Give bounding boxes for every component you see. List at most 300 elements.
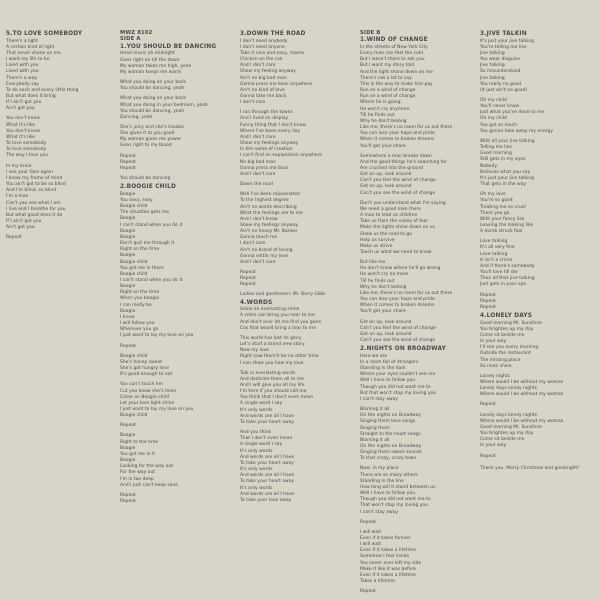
lyric-line: Where your eyes couldn't see me	[360, 372, 436, 378]
lyric-line: Boogie	[120, 253, 136, 259]
lyric-line: Help us survive	[360, 237, 395, 243]
lyric-line: Repeat	[240, 282, 256, 288]
lyric-line: And the good things he's searching for	[360, 159, 447, 165]
lyric-line: Repeat	[240, 276, 256, 282]
lyric-line: Ain't no brand of loving	[240, 247, 293, 253]
lyric-line: Repeat	[6, 235, 22, 241]
lyric-line: A certain kind of light	[6, 44, 55, 50]
lyrics-column-4	[360, 30, 472, 596]
lyric-line: Boogie child	[120, 259, 148, 265]
lyric-line: I want my life to be	[6, 57, 50, 63]
lyric-line: Straight to the heart songs	[360, 431, 421, 437]
lyric-line: Repeat	[480, 402, 496, 408]
lyric-line: No big bad man	[240, 159, 276, 165]
lyric-line: Repeat	[120, 423, 136, 429]
lyric-line: That gets in the way	[480, 182, 527, 188]
lyric-line: We need a good man there	[360, 206, 421, 212]
lyric-line: You think that I don't even mean	[240, 395, 314, 401]
lyric-line: I will wait	[360, 529, 382, 535]
lyric-line: You brighten up my day	[480, 326, 534, 332]
lyric-line: Cos that would bring a tear to me	[240, 325, 316, 331]
lyric-line: He won't cry no more	[360, 272, 409, 278]
lyric-line: Right now there'll be no other time	[240, 354, 319, 360]
lyric-line: But what good does it do	[6, 212, 63, 218]
lyric-line: Show us the road to go	[360, 231, 412, 237]
lyric-line: Why he don't belong	[360, 118, 407, 124]
lyric-line: So misunderstood	[480, 69, 521, 75]
lyric-line: Like me, there's no room for us out there	[360, 125, 453, 131]
lyric-line: When it comes to broken dreams	[360, 303, 435, 309]
lyric-line: Good morning Mr. Sunshine	[480, 320, 542, 326]
lyric-line: I can't stand when you do it	[120, 222, 183, 228]
lyric-line: Boogie	[120, 191, 136, 197]
lyric-line: I can really be	[120, 302, 152, 308]
lyric-line: That never shone on me	[6, 50, 61, 56]
lyric-line: When it comes to broken dreams	[360, 137, 435, 143]
song-block	[360, 37, 472, 344]
lyric-line: I just want to lay my love on you	[120, 333, 194, 339]
lyric-line: You should be dancing, yeah	[120, 108, 185, 114]
lyric-line: And I don't care	[240, 259, 276, 265]
lyric-line: Where I've been every day	[240, 128, 301, 134]
lyric-line: That I don't even mean	[240, 436, 293, 442]
lyric-line: Can't you feel the wind of change	[360, 178, 436, 184]
lyric-line: Repeat	[120, 499, 136, 504]
closing-note: Thank you. Merry Christmas and goodnight!	[480, 465, 579, 471]
lyric-line: Make us strive	[360, 243, 393, 249]
lyric-line: Gonna take me back	[240, 94, 287, 99]
lyric-line: I will wait	[360, 542, 382, 548]
lyric-line: Even if it takes forever	[360, 536, 411, 541]
lyric-line: To love somebody	[6, 147, 47, 153]
lyric-line: You got me in it	[120, 451, 156, 457]
lyric-line: But that won't stop my loving you	[360, 390, 437, 396]
song-title: 5.TO LOVE SOMEBODY	[6, 31, 83, 37]
lyric-line: Talk in everlasting words	[240, 370, 296, 376]
lyric-line: Goes right on till the dawn	[120, 57, 180, 63]
lyric-line: I'll see you every morning	[480, 345, 539, 351]
lyric-line: You'll get your share	[360, 309, 406, 315]
song-title: 1.WIND OF CHANGE	[360, 37, 428, 44]
song-block	[240, 31, 352, 298]
lyric-line: Boogie	[120, 308, 136, 314]
lyric-line: To take your heart away	[240, 479, 294, 485]
lyric-line: In a room full of strangers	[360, 359, 419, 365]
lyric-line: What it's like	[6, 134, 35, 140]
lyric-line: You'll never know	[480, 104, 520, 110]
lyric-line: Don't you understand what I'm saying	[360, 200, 446, 206]
lyric-line: Well I have to follow you	[360, 491, 415, 497]
lyric-line: Boogie	[120, 458, 136, 464]
lyric-line: In your way	[480, 339, 507, 345]
lyric-line: It's good enough to eat	[120, 372, 173, 378]
lyric-line: Like me, there's no room for us out there	[360, 290, 453, 296]
lyric-line: It's only words	[240, 467, 273, 473]
lyric-line: Somehow I feel inside	[360, 554, 410, 560]
lyric-line: Repeat	[120, 159, 136, 165]
lyric-line: Can't you feel the wind of change	[360, 325, 436, 331]
lyric-line: To do each and every little thing	[6, 87, 79, 93]
lyric-line: What you doing on your back	[120, 80, 186, 86]
lyric-line: A man to lead us children	[360, 213, 418, 219]
lyric-line: I'm in too deep	[120, 476, 154, 482]
announcer-credit: Ladies and gentlemen: Mr. Barry Gibb	[240, 291, 325, 297]
lyric-line: Now my love	[240, 348, 269, 354]
lyric-line: There's a light	[6, 38, 39, 44]
lyric-line: Outside the restaurant	[480, 351, 531, 357]
lyric-line: Let your love light shine	[120, 400, 175, 406]
lyric-line: I just want to lay my love on you	[120, 406, 194, 412]
lyric-line: Repeat	[240, 270, 256, 276]
lyric-line: You'll love till die	[480, 270, 518, 276]
lyric-line: I don't care	[240, 100, 266, 106]
lyric-line: On the nights on Broadway	[360, 443, 422, 449]
lyric-line: There are so many others	[360, 472, 418, 478]
lyric-line: Blaming it all	[360, 407, 390, 413]
lyric-line: He won't cry anymore	[360, 106, 410, 112]
lyric-line: You sexy, sexy	[120, 197, 153, 203]
lyric-line: And don't ever let me find you gone	[240, 319, 322, 325]
lyric-line: In my brain	[6, 163, 32, 169]
lyric-line: And the light shone down on me	[360, 69, 433, 75]
lyric-line: Can't you see the wind of change	[360, 338, 436, 344]
lyric-line: It's just your jive talking	[480, 38, 535, 44]
lyric-line: Though you did not want me to	[360, 497, 431, 503]
lyric-line: Here we are	[360, 353, 388, 359]
song-block	[120, 44, 232, 182]
lyric-line: Boogie child	[120, 204, 148, 210]
lyric-line: Make it like it was before	[360, 566, 416, 572]
lyric-line: Down the road	[240, 182, 273, 188]
lyric-line: Jive talking	[480, 50, 505, 56]
lyric-line: It's all very fine	[480, 245, 515, 251]
song-block	[240, 300, 352, 504]
lyric-line: She's juicy and she's trouble	[120, 124, 185, 130]
lyric-line: Don't quit me through it	[120, 241, 175, 247]
lyric-line: Believes what you say	[480, 169, 531, 175]
lyric-line: And I don't care	[240, 63, 276, 69]
lyric-line: You brighten up my day	[480, 431, 534, 437]
lyric-line: And dedicate them all to me	[240, 376, 304, 382]
lyric-line: Make the lights shine down on us	[360, 225, 435, 231]
lyric-line: My woman takes me high, yeah	[120, 63, 192, 69]
lyric-line: And if there's somebody	[480, 263, 535, 269]
lyric-line: Repeat	[120, 343, 136, 349]
lyric-line: Blaming it all	[360, 437, 390, 443]
lyric-line: Gonna settle my love	[240, 253, 288, 259]
lyric-line: Standing in the dark	[360, 366, 406, 372]
lyric-line: Get on up, look around	[360, 319, 412, 325]
side-b-heading: SIDE B	[360, 30, 381, 36]
lyric-line: I don't need anybody	[240, 38, 288, 44]
lyric-line: Ain't got you	[6, 106, 35, 112]
lyric-line: Show my feelings anyway	[240, 141, 299, 147]
lyric-line: Right on the time	[120, 290, 160, 296]
lyric-line: I know	[120, 314, 135, 320]
lyric-line: A dumb struck fool	[480, 229, 523, 235]
lyric-line: Come sit beside me	[480, 332, 525, 338]
lyric-line: When you boogie	[120, 296, 160, 302]
lyric-line: You really no good	[480, 81, 522, 87]
lyric-line: Teach us what we need to know	[360, 250, 432, 255]
lyric-line: You can't touch her	[120, 382, 164, 388]
lyric-line: In the name of creation	[240, 147, 293, 153]
lyric-line: There's a way	[6, 75, 38, 81]
lyric-line: Ain't no kind of love	[240, 87, 285, 93]
lyric-line: You'll get your share	[360, 143, 406, 149]
lyric-line: You're so good	[480, 198, 513, 204]
lyric-line: And I'm blind, so blind	[6, 188, 57, 194]
lyric-line: So none shine	[480, 363, 512, 369]
lyric-line: Oh my love	[480, 192, 506, 198]
lyric-line: You should be dancing, yeah	[120, 86, 185, 92]
lyric-line: Nobody	[480, 163, 498, 169]
lyric-line: Boogie child	[120, 271, 148, 277]
lyric-line: How long will it stand between us	[360, 484, 436, 490]
lyric-line: Ain't got you	[6, 225, 35, 231]
lyric-line: Right to the time	[120, 439, 159, 445]
lyric-line: Love talking	[480, 239, 508, 245]
lyric-line: But what does it bring	[6, 94, 56, 99]
lyric-line: You never ever left my side	[360, 560, 422, 566]
lyric-line: Love talking	[480, 251, 508, 257]
lyric-line: Telling me lies	[480, 145, 512, 151]
lyric-line: There you go	[480, 210, 510, 216]
lyric-line: To the highest degree	[240, 198, 289, 204]
lyric-line: Head music oh midnight	[120, 51, 175, 57]
lyric-line: Looking for the way out	[120, 464, 174, 470]
lyric-line: Come sit beside me	[480, 437, 525, 443]
lyric-line: Can't you see the wind of change	[360, 190, 436, 196]
lyric-line: Lived with you	[6, 69, 39, 75]
lyric-line: My woman keeps me warm	[120, 69, 182, 75]
lyric-line: Repeat	[480, 304, 496, 310]
lyrics-column-5	[480, 30, 592, 596]
lyric-line: Repeat	[360, 589, 376, 595]
lyric-line: Lonely days lonely nights	[480, 386, 537, 392]
lyric-line: Boogie	[120, 284, 136, 290]
lyric-line: Singing them	[360, 425, 390, 431]
song-block	[6, 31, 118, 241]
song-title: 3.DOWN THE ROAD	[240, 31, 306, 37]
song-title: 4.WORDS	[240, 299, 273, 306]
lyric-line: The way I love you	[6, 153, 49, 159]
lyric-line: Take us from the valley of fear	[360, 219, 429, 225]
lyric-line: Boogie	[120, 445, 136, 451]
lyric-line: Repeat	[120, 153, 136, 159]
lyric-line: Repeat	[360, 519, 376, 525]
lyric-line: Where would I be without my woman	[480, 418, 564, 424]
lyric-line: Funny thing that I don't know	[240, 122, 306, 128]
lyrics-column-1	[6, 30, 118, 596]
lyric-line: She's got hungry love	[120, 366, 169, 372]
lyric-line: What it's like	[6, 122, 35, 128]
lyric-line: You can lose your hope and pride	[360, 131, 435, 137]
lyric-line: Boogie	[120, 433, 136, 439]
lyric-line: With your fancy lies	[480, 216, 525, 222]
lyric-line: Just what you've done to me	[480, 110, 545, 116]
lyric-line: Run on a wind of change	[360, 88, 416, 94]
song-title: 1.YOU SHOULD BE DANCING	[120, 43, 217, 50]
lyric-line: I'm a man	[6, 194, 29, 200]
lyric-line: Even if it takes a lifetime	[360, 548, 416, 554]
lyric-line: I can show you how my love	[240, 360, 304, 366]
lyric-line: And words are all I have	[240, 454, 295, 460]
lyric-line: Lived with you	[6, 63, 39, 69]
lyric-line: I'm here if you should call me	[240, 389, 307, 395]
catalog-number: MWZ 8102	[120, 30, 153, 36]
lyric-line: And words are all I have	[240, 473, 295, 479]
lyric-line: In your way	[480, 443, 507, 449]
lyric-line: Till he finds out	[360, 278, 395, 284]
lyric-line: Everybody say	[6, 81, 39, 87]
lyric-line: Somewhere a man breaks down	[360, 153, 432, 159]
lyric-line: Smile an everlasting smile	[240, 307, 300, 313]
lyric-line: And I don't care	[240, 171, 276, 177]
lyric-line: You got so much	[480, 122, 517, 128]
song-title: 2.NIGHTS ON BROADWAY	[360, 346, 447, 353]
lyric-line: Goes right to my blood	[120, 143, 172, 149]
song-title: 2.BOOGIE CHILD	[120, 184, 176, 191]
lyric-line: And I lived on display	[240, 116, 289, 122]
lyric-line: Repeat	[480, 292, 496, 298]
lyric-line: To love somebody	[6, 141, 47, 147]
lyric-line: Oh my child	[480, 98, 507, 103]
lyric-line: Boogie child	[120, 413, 148, 419]
lyric-line: But I want my story told	[360, 63, 415, 69]
lyric-line: Just gets in your eye	[480, 282, 527, 288]
lyric-line: Dancing, yeah	[120, 114, 153, 120]
lyric-line: What you doing on your back	[120, 96, 186, 102]
lyric-line: Repeat	[120, 492, 136, 498]
lyric-line: Still gets in my eyes	[480, 157, 526, 163]
song-block	[120, 184, 232, 505]
lyric-line: Cut you know she's mine	[120, 388, 177, 394]
lyric-line: This is the way to make him pay	[360, 81, 433, 87]
lyric-line: To take your heart away	[240, 460, 294, 466]
lyric-line: Are crushed into the ground	[360, 165, 424, 171]
lyric-line: Boogie child	[120, 353, 148, 359]
lyric-line: Even if it takes a lifetime	[360, 572, 416, 578]
lyric-line: Ain't no heavy Mr. Banker	[240, 229, 298, 235]
lyric-line: Treating me so cruel	[480, 204, 526, 210]
song-title: 3.JIVE TALKIN	[480, 31, 527, 37]
lyric-line: Lonely nights	[480, 373, 510, 379]
lyric-line: I live and I breathe for you	[6, 206, 66, 212]
lyric-line: You don't know	[6, 116, 40, 122]
lyric-line: Singing them love songs	[360, 419, 416, 425]
lyric-line: And I will give you all my life	[240, 383, 305, 388]
lyric-line: Boogie	[120, 234, 136, 240]
lyric-line: You gonna take away my energy	[480, 128, 553, 134]
lyric-line: Good morning Mr. Sunshine	[480, 424, 542, 430]
lyric-line: What you doing in your bedroom, yeah	[120, 102, 208, 108]
lyric-line: That won't stop my loving you	[360, 503, 429, 509]
lyric-line: Run on a wind of change	[360, 94, 416, 100]
lyric-line: To take your love away	[240, 497, 292, 503]
lyric-line: The missing place	[480, 357, 521, 363]
lyric-line: Gonna press me back anywhere	[240, 81, 313, 87]
lyric-line: Repeat	[480, 453, 496, 459]
lyric-line: It isn't a crime	[480, 257, 513, 263]
lyric-line: Get on up, look around	[360, 331, 412, 337]
lyric-line: Repeat	[480, 298, 496, 304]
lyric-line: Right on the time	[120, 247, 160, 253]
lyric-line: Get on up, look around	[360, 172, 412, 178]
lyric-line: She's honey sweet	[120, 359, 162, 365]
lyric-line: With all your jive talking	[480, 138, 535, 144]
lyric-line: I can't stand when you do it	[120, 278, 183, 283]
lyric-line: Let's start a brand new story	[240, 342, 305, 348]
lyric-line: Oh my child	[480, 116, 507, 122]
lyric-line: My woman gives me power	[120, 137, 182, 143]
lyric-line: I know my frame of mind	[6, 175, 63, 181]
lyrics-column-2	[120, 30, 232, 596]
lyric-line: Wherever you go	[120, 327, 159, 333]
lyric-line: It's only words	[240, 407, 273, 413]
lyric-line: I don't need anyone	[240, 44, 285, 50]
lyric-line: And words are all I have	[240, 413, 295, 419]
lyric-line: Takes a lifetime	[360, 579, 395, 585]
lyric-line: I can't find an explanation anywhere	[240, 153, 323, 159]
lyric-line: (It just ain't no good)	[480, 87, 528, 93]
lyric-line: You're telling me lies	[480, 44, 527, 50]
lyric-line: It's just your jive talking	[480, 175, 535, 181]
lyric-line: Boogie	[120, 216, 136, 222]
lyric-line: You should be dancing	[120, 176, 171, 182]
lyric-line: Boogie	[120, 228, 136, 234]
lyric-line: Where would I be without my woman	[480, 392, 564, 398]
lyric-line: And I don't know	[240, 216, 278, 222]
lyric-line: You got me in there	[120, 265, 164, 271]
lyric-line: Leaving the looking like	[480, 222, 534, 228]
lyric-line: For the way out	[120, 470, 156, 476]
lyric-line: It's only words	[240, 448, 273, 454]
lyric-line: She gives it to you good	[120, 131, 175, 137]
lyric-line: Good morning	[480, 151, 512, 157]
lyric-line: Show my feeling anyway	[240, 69, 296, 75]
lyric-line: But I wasn't there to ask you	[360, 57, 425, 63]
lyric-line: He don't know where he'll go wrong	[360, 266, 441, 272]
lyric-line: And words are all I have	[240, 491, 295, 497]
lyric-line: I ran through the towns	[240, 110, 293, 116]
lyric-line: Then all that jive talking	[480, 276, 535, 282]
lyric-line: Gonna touch me	[240, 235, 278, 241]
lyric-line: In the streets of New York City	[360, 45, 428, 50]
lyric-line: I see your face again	[6, 169, 54, 175]
lyric-line: Till he finds out	[360, 112, 395, 118]
song-block	[480, 313, 592, 460]
lyric-line: If I ain't got you	[6, 100, 42, 106]
lyric-line: Ain't no big bad man	[240, 75, 287, 81]
lyrics-column-3	[240, 30, 352, 596]
lyric-line: Chicken on the run	[240, 57, 283, 63]
lyric-line: Lonely days lonely nights	[480, 412, 537, 418]
lyric-line: It's only words	[240, 485, 273, 491]
lyric-line: I can't stay away	[360, 509, 399, 515]
side-a-heading: SIDE A	[120, 36, 141, 43]
lyric-line: Show my feelings anyway	[240, 222, 299, 228]
lyric-line: A single word I say	[240, 401, 283, 407]
lyric-line: Gonna press me back	[240, 165, 289, 171]
lyric-line: To that crazy, crazy town	[360, 456, 417, 462]
lyric-line: You can lose your hope and pride	[360, 297, 435, 303]
lyric-line: Standing in the line	[360, 478, 404, 484]
lyric-line: Though you did not want me to	[360, 384, 431, 390]
lyric-line: But like me	[360, 260, 386, 266]
lyric-line: On the nights on Broadway	[360, 413, 422, 419]
lyric-line: Repeat	[120, 165, 136, 171]
